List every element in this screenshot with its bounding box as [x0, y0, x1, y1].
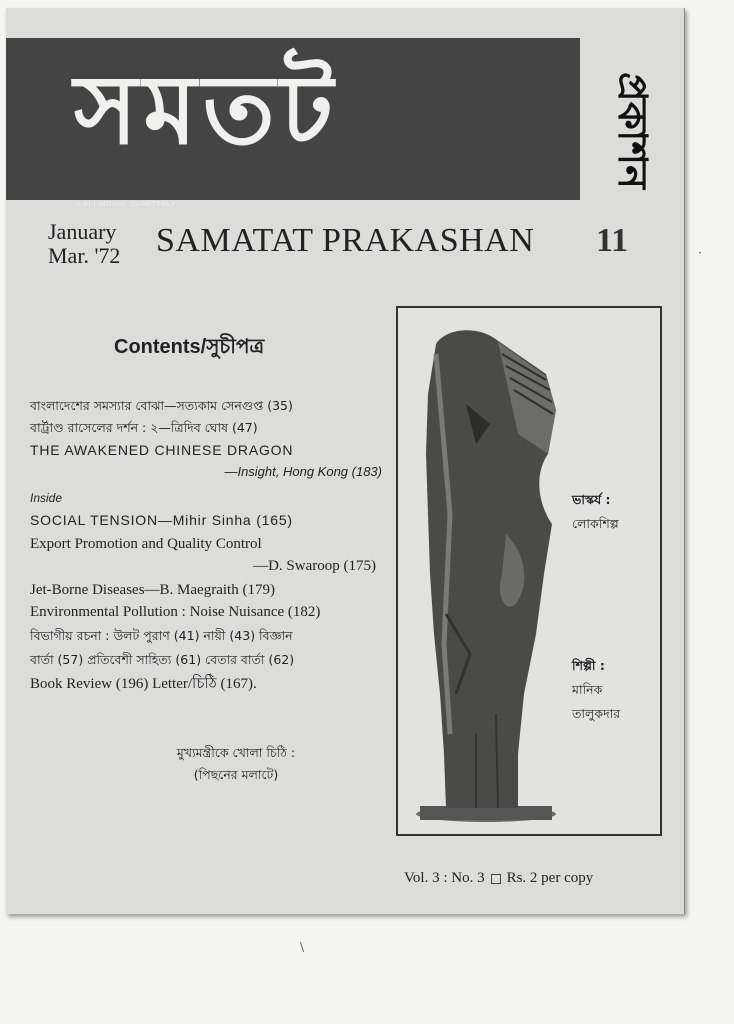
toc-item: বিভাগীয় রচনা : উলট পুরাণ (41) নায়ী (43) বিজ্ঞান	[30, 628, 293, 643]
toc-item: Jet-Borne Diseases—B. Maegraith (179)	[30, 582, 275, 598]
tagline: A BI-LINGUAL QUARTERLY	[76, 201, 176, 208]
toc-item: Book Review (196) Letter/চিঠি (167).	[30, 676, 257, 692]
toc-item: —Insight, Hong Kong (183)	[224, 464, 382, 479]
magazine-cover	[6, 8, 685, 914]
artist-name-line-2: তালুকদার	[572, 706, 621, 721]
volume-price-line	[404, 870, 593, 887]
toc-item: SOCIAL TENSION—Mihir Sinha (165)	[30, 512, 293, 528]
sculpture-label: ভাস্কর্য :	[572, 492, 611, 507]
photo-frame	[396, 306, 662, 836]
sculpture-image	[406, 314, 566, 826]
artist-name-line-1: মানিক	[572, 682, 603, 697]
toc-item: বার্তা (57) প্রতিবেশী সাহিত্য (61) বেতার বার্তা (62)	[30, 652, 295, 667]
toc-item: Export Promotion and Quality Control	[30, 536, 262, 552]
sculpture-caption	[572, 488, 619, 536]
date-line-2: Mar. '72	[48, 243, 121, 268]
contents-heading-bn: সুচীপত্র	[206, 334, 265, 358]
toc-section-label: Inside	[30, 491, 63, 505]
price: Rs. 2 per copy	[506, 870, 594, 886]
sculpture-photo	[406, 314, 566, 826]
toc-item: Environmental Pollution : Noise Nuisance (182)	[30, 604, 321, 620]
issue-number: 11	[596, 222, 629, 259]
title-band	[6, 38, 580, 208]
toc-item: —D. Swaroop (175)	[253, 558, 376, 574]
artist-caption	[572, 654, 620, 726]
scan-speck: ·	[698, 246, 702, 260]
masthead: SAMATAT PRAKASHAN	[156, 222, 535, 259]
side-word: প্রকাশন	[609, 71, 655, 189]
volume-number: Vol. 3 : No. 3	[404, 870, 485, 886]
square-bullet-icon	[491, 874, 501, 884]
letter-line-1: মুখ্যমন্ত্রীকে খোলা চিঠি :	[176, 745, 296, 760]
contents-heading-en: Contents/	[114, 336, 207, 358]
toc-item: বাংলাদেশের সমস্যার বোঝা—সত্যকাম সেনগুপ্ত (35)	[30, 398, 293, 413]
artist-label: শিল্পী :	[572, 658, 605, 673]
sculpture-value: লোকশিল্প	[572, 516, 619, 531]
date-line-1: January	[48, 219, 117, 244]
issue-date	[48, 220, 120, 268]
scan-speck: \	[300, 940, 305, 954]
magazine-logo: সমতট	[74, 54, 340, 166]
toc-item: THE AWAKENED CHINESE DRAGON	[30, 442, 294, 458]
open-letter-note	[136, 742, 336, 786]
letter-line-2: (পিছনের মলাটে)	[193, 767, 279, 782]
contents-heading	[114, 332, 264, 365]
toc-item: বার্ট্রাণ্ড রাসেলের দর্শন : ২—ত্রিদিব ঘোষ (47)	[30, 420, 258, 435]
